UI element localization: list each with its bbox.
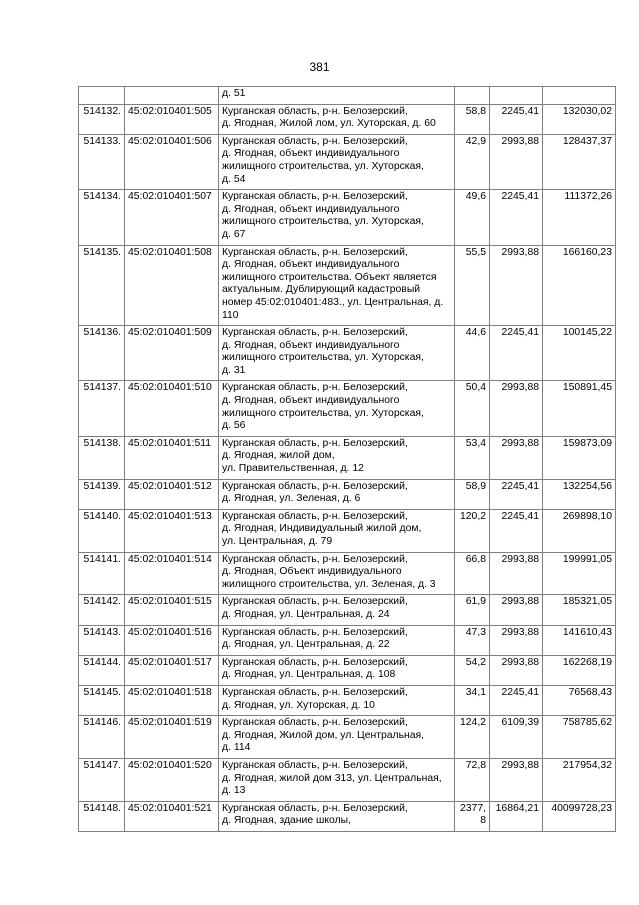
cell-rate: 2245,41 [490,509,543,552]
cell-area: 124,2 [455,716,490,759]
table-row [79,479,616,509]
cell-address: Курганская область, р-н. Белозерский, д. Ягодная, объект индивидуального жилищного строительства, ул. Хуторская, д. 56 [219,381,455,436]
cell-cadastral-value: 159873,09 [543,436,616,479]
cell-number: 514137. [79,381,125,436]
cell-cadastral-number: 45:02:010401:520 [125,758,219,801]
cell-cadastral-value: 185321,05 [543,595,616,625]
cell-number [79,87,125,105]
page-number: 381 [309,60,330,74]
cell-cadastral-number: 45:02:010401:505 [125,104,219,134]
cell-cadastral-value [543,87,616,105]
cell-cadastral-value: 166160,23 [543,245,616,326]
cell-number: 514139. [79,479,125,509]
cell-number: 514146. [79,716,125,759]
table-row [79,716,616,759]
cell-cadastral-value: 40099728,23 [543,801,616,831]
cell-cadastral-value: 162268,19 [543,655,616,685]
cell-cadastral-number: 45:02:010401:509 [125,326,219,381]
cell-area [455,87,490,105]
cell-number: 514143. [79,625,125,655]
cell-area: 34,1 [455,685,490,715]
cell-cadastral-value: 132254,56 [543,479,616,509]
table-row [79,801,616,831]
cell-area: 66,8 [455,552,490,595]
cell-rate: 2993,88 [490,595,543,625]
cell-cadastral-number: 45:02:010401:510 [125,381,219,436]
cell-number: 514138. [79,436,125,479]
cell-area: 53,4 [455,436,490,479]
table-row [79,134,616,189]
cell-area: 55,5 [455,245,490,326]
cell-address: Курганская область, р-н. Белозерский, д. Ягодная, объект индивидуального жилищного строительства, ул. Хуторская, д. 67 [219,190,455,245]
cell-rate: 2245,41 [490,685,543,715]
cell-address: Курганская область, р-н. Белозерский, д. Ягодная, объект индивидуального жилищного строительства, ул. Хуторская, д. 54 [219,134,455,189]
cell-number: 514140. [79,509,125,552]
cell-address: Курганская область, р-н. Белозерский, д. Ягодная, объект индивидуального жилищного строительства, ул. Хуторская, д. 31 [219,326,455,381]
table-row [79,595,616,625]
cell-cadastral-value: 150891,45 [543,381,616,436]
table-row [79,245,616,326]
cell-number: 514145. [79,685,125,715]
cell-number: 514136. [79,326,125,381]
cell-cadastral-value: 128437,37 [543,134,616,189]
table-body [79,87,616,832]
cell-rate: 2993,88 [490,381,543,436]
table-row [79,509,616,552]
cell-area: 58,8 [455,104,490,134]
cell-cadastral-number: 45:02:010401:512 [125,479,219,509]
cell-cadastral-number: 45:02:010401:508 [125,245,219,326]
cell-address: Курганская область, р-н. Белозерский, д. Ягодная, ул. Центральная, д. 108 [219,655,455,685]
cell-rate: 2993,88 [490,552,543,595]
cell-cadastral-number: 45:02:010401:511 [125,436,219,479]
cell-rate: 6109,39 [490,716,543,759]
cell-rate: 2993,88 [490,436,543,479]
cell-cadastral-value: 758785,62 [543,716,616,759]
cell-address: Курганская область, р-н. Белозерский, д. Ягодная, жилой дом, ул. Правительственная, д. 12 [219,436,455,479]
cell-rate: 2245,41 [490,190,543,245]
cell-address: Курганская область, р-н. Белозерский, д. Ягодная, объект индивидуального жилищного строительства. Объект является актуальным. Дублирующий кадастровый номер 45:02:010401:483., ул. Центральная, д. 110 [219,245,455,326]
cell-cadastral-number: 45:02:010401:517 [125,655,219,685]
cell-cadastral-value: 111372,26 [543,190,616,245]
continuation-row [79,87,616,105]
cell-cadastral-number: 45:02:010401:519 [125,716,219,759]
cell-cadastral-number: 45:02:010401:506 [125,134,219,189]
cell-address: Курганская область, р-н. Белозерский, д. Ягодная, ул. Хуторская, д. 10 [219,685,455,715]
cell-number: 514142. [79,595,125,625]
table-row [79,104,616,134]
cell-address: Курганская область, р-н. Белозерский, д. Ягодная, ул. Зеленая, д. 6 [219,479,455,509]
cell-cadastral-number: 45:02:010401:507 [125,190,219,245]
cell-area: 50,4 [455,381,490,436]
table-row [79,685,616,715]
cell-cadastral-value: 132030,02 [543,104,616,134]
cell-rate [490,87,543,105]
cadastral-value-table [78,86,616,832]
cell-cadastral-value: 199991,05 [543,552,616,595]
cell-address: д. 51 [219,87,455,105]
cell-address: Курганская область, р-н. Белозерский, д. Ягодная, ул. Центральная, д. 24 [219,595,455,625]
cell-number: 514135. [79,245,125,326]
cell-address: Курганская область, р-н. Белозерский, д. Ягодная, жилой дом 313, ул. Центральная, д. 13 [219,758,455,801]
table-row [79,552,616,595]
cell-rate: 2245,41 [490,479,543,509]
cell-cadastral-number: 45:02:010401:516 [125,625,219,655]
cell-rate: 2993,88 [490,655,543,685]
cell-area: 47,3 [455,625,490,655]
cell-address: Курганская область, р-н. Белозерский, д. Ягодная, Жилой дом, ул. Центральная, д. 114 [219,716,455,759]
cell-number: 514132. [79,104,125,134]
cell-area: 120,2 [455,509,490,552]
table-row [79,190,616,245]
cell-cadastral-number: 45:02:010401:515 [125,595,219,625]
cell-rate: 2993,88 [490,245,543,326]
cell-number: 514148. [79,801,125,831]
table-row [79,436,616,479]
cell-cadastral-value: 269898,10 [543,509,616,552]
cell-cadastral-value: 76568,43 [543,685,616,715]
cell-address: Курганская область, р-н. Белозерский, д. Ягодная, Объект индивидуального жилищного строительства, ул. Зеленая, д. 3 [219,552,455,595]
cell-address: Курганская область, р-н. Белозерский, д. Ягодная, Жилой лом, ул. Хуторская, д. 60 [219,104,455,134]
cell-area: 61,9 [455,595,490,625]
cell-number: 514147. [79,758,125,801]
table-row [79,655,616,685]
cell-cadastral-number [125,87,219,105]
cell-area: 72,8 [455,758,490,801]
cell-area: 49,6 [455,190,490,245]
cell-cadastral-value: 217954,32 [543,758,616,801]
table-row [79,381,616,436]
cell-address: Курганская область, р-н. Белозерский, д. Ягодная, ул. Центральная, д. 22 [219,625,455,655]
cell-area: 44,6 [455,326,490,381]
cell-address: Курганская область, р-н. Белозерский, д. Ягодная, Индивидуальный жилой дом, ул. Центральная, д. 79 [219,509,455,552]
cell-cadastral-number: 45:02:010401:513 [125,509,219,552]
cell-number: 514144. [79,655,125,685]
cell-cadastral-number: 45:02:010401:518 [125,685,219,715]
table-row [79,326,616,381]
cell-number: 514134. [79,190,125,245]
table-row [79,625,616,655]
cell-address: Курганская область, р-н. Белозерский, д. Ягодная, здание школы, [219,801,455,831]
cell-cadastral-number: 45:02:010401:521 [125,801,219,831]
cell-area: 2377, 8 [455,801,490,831]
cell-rate: 2993,88 [490,134,543,189]
cell-number: 514141. [79,552,125,595]
cell-number: 514133. [79,134,125,189]
cell-rate: 16864,21 [490,801,543,831]
table-row [79,758,616,801]
cell-area: 54,2 [455,655,490,685]
cell-rate: 2993,88 [490,625,543,655]
cell-rate: 2245,41 [490,104,543,134]
cell-cadastral-value: 141610,43 [543,625,616,655]
cell-rate: 2993,88 [490,758,543,801]
cell-cadastral-value: 100145,22 [543,326,616,381]
cell-area: 42,9 [455,134,490,189]
cell-cadastral-number: 45:02:010401:514 [125,552,219,595]
cell-area: 58,9 [455,479,490,509]
cell-rate: 2245,41 [490,326,543,381]
